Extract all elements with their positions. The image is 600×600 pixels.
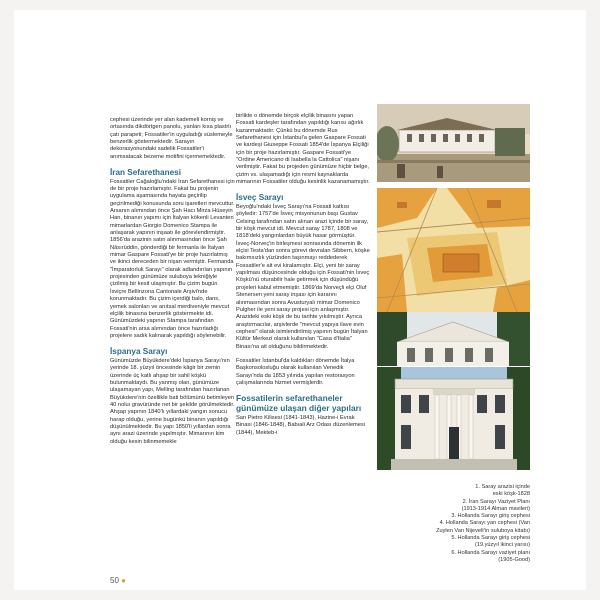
netherlands-palace-facade-image <box>377 367 530 470</box>
page <box>14 10 586 590</box>
middle-top-paragraph: birlikte o dönemde birçok elçilik binasını yapan Fossati kardeşler tarafından yapıldığı kanısı ağırlık kazanmaktadır. Çünkü bu dönemde Rus Sefarethanesi için İstanbul'a gelen Gaspare Fossati ve kardeşi Giuseppe Fossati 1854'de İspanya Elçiliği için bir proje hazırlamıştır. Gaspare Fossati'ye "Ordine Americano di Isabella la Cattolica" nişanı verilmiştir. Fakat bu projeden günümüze hiçbir belge, çizim vs. ulaşamadığı için resmi kaynaklarda mimarının Fossatiler olduğu kesinlik kazanamamıştır. <box>236 113 370 186</box>
caption-line: 3. Hollanda Sarayı giriş cephesi <box>451 513 530 520</box>
caption-line: eski köşk-1828 <box>492 491 530 498</box>
caption-line: 6. Hollanda Sarayı vaziyet planı <box>451 549 530 556</box>
isvec-paragraph: Beyoğlu'ndaki İsveç Sarayı'na Fossati katkısı şöyledir: 1757'de İsveç misyonunun başı Gustav Celsing tarafından satın alınan arazi içinde bir saray, bir köşk mevcut idi. Mevcut saray 1787, 1808 ve 1818'deki yangınlardan büyük hasar görmüştür. İsveç-Norveç'in birleşmesi sonrasında dönemin ilk elçisi Testa'dan sonra görevi devralan Sibbern, köşke bakımsızlık yüzünden taşınmayı reddederek Fossatiler'e ait evi kiralamıştır. Elçi, yeni bir saray yapılması düşüncesinde olduğu için Fossati'nin İsveç Köşkü'nü oturabilir hale getirmek için düşündüğü projeleri kabul etmemiştir. 1869'da Norveçli elçi Oluf Stenersen yeni saray inşası için kararını alınmasından sonra Avusturyalı mimar Domenico Pulgher ile yeni saray projesi için anlaşmıştır. Arazideki eski köşk de bu tarihte yıkılmıştır. Ayrıca araştırmacılar, arşivlerde "mevcut yapıya ilave evin cephesi" olarak isimlendirilmiş yapının bugün İtalyan Kültür Merkezi olarak kullanılan "Casa d'Italia" Binası'na ait olduğunu bildirmektedir. <box>236 204 370 350</box>
page-dot-icon: ● <box>121 576 126 585</box>
facade-side-image <box>377 312 530 366</box>
caption-line: 5. Hollanda Sarayı giriş cephesi <box>451 535 530 542</box>
site-plan-map-image <box>377 188 530 312</box>
column-left <box>110 117 235 453</box>
kiosk-painting-image <box>377 104 530 182</box>
isvec-heading: İsveç Sarayı <box>236 193 284 203</box>
ispanya-heading: İspanya Sarayı <box>110 347 168 357</box>
figure-captions <box>390 484 530 564</box>
caption-line: (1913-1914 Alman mavileri) <box>461 505 530 512</box>
caption-line: (19.yüzyıl ikinci yarısı) <box>474 542 530 549</box>
caption-line: 1. Saray arazisi içinde <box>475 484 530 490</box>
venedik-paragraph: Fossatiler İstanbul'da kaldıkları dönemde İtalya Başkonsolosluğu olarak kullanılan Venedik Sarayı'nda da 1853 yılında yapılan restorasyon çalışmalarında hizmet vermişlerdir. <box>236 357 355 386</box>
page-number-value: 50 <box>110 576 119 585</box>
caption-line: (1905-Good) <box>498 556 530 563</box>
ispanya-paragraph: Günümüzde Büyükdere'deki İspanya Sarayı'nın yerinde 18. yüzyıl öncesinde kâgir bir zemin üzerinde üç katlı ahşap bir sahil köşkü bulunmaktaydı. Bu yanmış olan, günümüze ulaşamayan yapı, Melling tarafından hazırlanan Büyükdere'nin özellikle bati bölümünü betimleyen 40 noluı gravüründe net bir şekilde görülmektedir. Ahşap yapının 1840'lı yıllardaki yangın sonucu harap olduğu, yerine bugünkü binanın yapıldığı düşünülmektedir. Bu yapı 1850'li yıllardan sonra aynı arazi üzerinde yapılmıştır. Mimarının kim olduğu kesin bilinmemekle <box>110 357 235 445</box>
column-middle <box>236 113 371 444</box>
iran-heading: İran Sefarethanesi <box>110 168 181 178</box>
iran-paragraph: Fossatiler Cağaloğlu'ndaki İran Sefarethanesi için de bir proje hazırlamıştır. Fakat bu projenin uygulama aşamasında hayata geçirilip geçirilmediği konusunda soru işaretleri mevcuttur. Arsanın alımından önce Şah Hacı Mirza Hüseyin Han, binanın yapımı için İtalyan kökenli Levanten mimarlardan Giorgio Domenico Stampa ile anlaşarak yapının inşaatı ile görevlendirmiştir. 1856'da arazinin satın alınmasından önce Şah Nâsırüddin, gönderdiği bir fermanla ile İtalyan mimar Gaspare Fossati'ye bir proje hazırlatmış ve ikinci dereceden bir nişan vermiştir. Fermanda "İmparatorluk Sarayı" olarak adlandırılan yapının projesinden günümüze suluboya tekniğiyle çizilmiş bir kesit ulaşmıştır. Bu çizim bugün İsviçre Bellinzona Cantonale Arşivi'nde korunmaktadır. Bu çizim içerdiği balo, dans, yemek salonları ve anıtsal merdiveniyle mevcut elçilik binasına benzerlik göstermekte idi. Günümüzdeki yapının Stampa tarafından Fossati'nin arsa alımından önce hazırladığı projelere sadık kalınarak yapıldığı söylenebilir. <box>110 178 235 339</box>
caption-line: 4. Hollanda Sarayı yan cephesi (Van <box>439 520 530 527</box>
page-number <box>110 576 126 585</box>
fossati-paragraph: San Pietro Kilisesi (1841-1843), Hazine-i Evrak Binası (1846-1848), Babıali Arz Odası düzenlemesi (1844), Mekteb-i <box>236 414 365 436</box>
fossati-heading: Fossatilerin sefarethaneler günümüze ulaşan diğer yapıları <box>236 393 362 414</box>
caption-line: Zuylen Van Nijevelt'in suluboya kitabı) <box>436 527 530 534</box>
intro-paragraph: cephesi üzerinde yer alan kademeli korniş ve ortasında dikdörtgen panolu, yanları kısa plastrlı çatı parapeti; Fossatiler'in uyguladığı süslemeyle benzerlik göstermektedir. Sarayın dekorasyonundaki sadelik Fossatiler'i anımsatacak bezeme motifini içermemektedir. <box>110 117 233 160</box>
caption-line: 2. İran Sarayı Vaziyet Planı <box>462 498 530 505</box>
